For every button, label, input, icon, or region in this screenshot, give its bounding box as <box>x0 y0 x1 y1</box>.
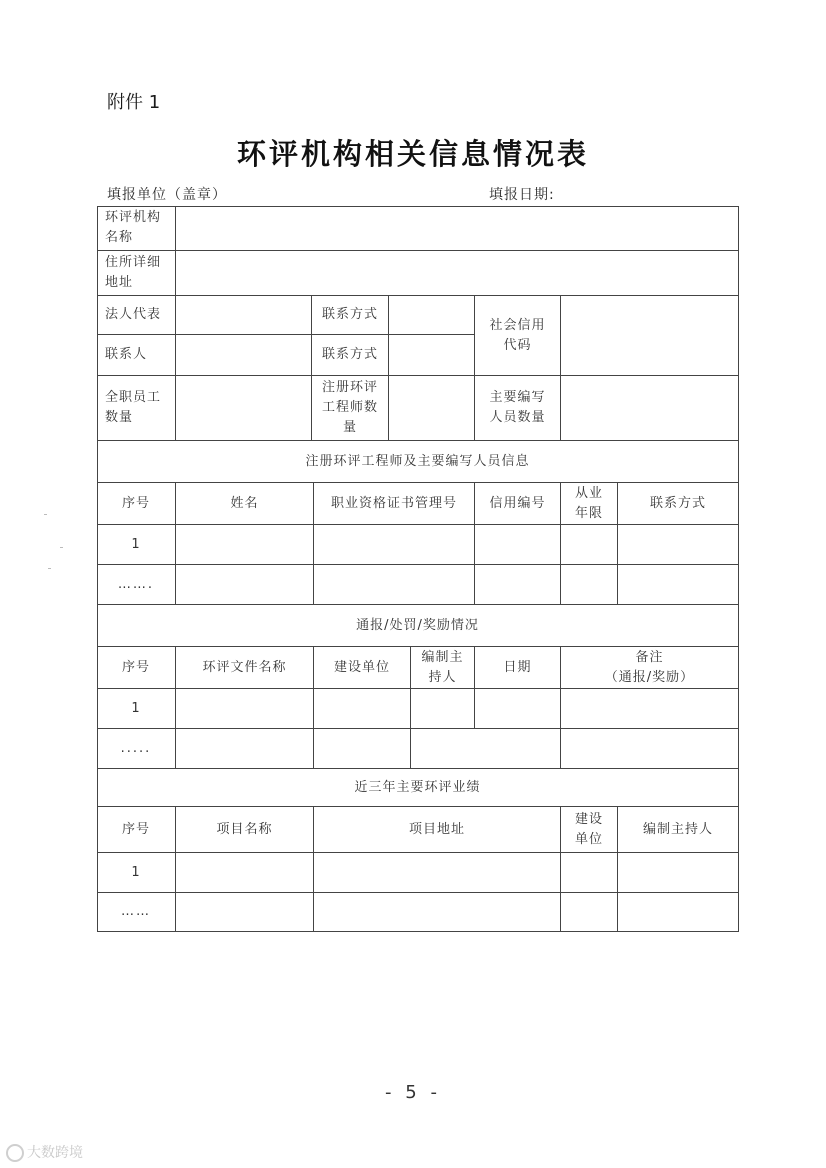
penalties-header-doc-name: 环评文件名称 <box>202 659 287 675</box>
watermark-logo-icon <box>6 1144 24 1162</box>
contact-person-label: 联系人 <box>105 347 148 362</box>
writer-count-field[interactable] <box>561 376 738 440</box>
engineers-header-index: 序号 <box>121 495 150 511</box>
legal-rep-field[interactable] <box>176 296 311 334</box>
credit-code-field[interactable] <box>561 296 738 375</box>
scan-speck <box>60 547 63 548</box>
section-engineers-title: 注册环评工程师及主要编写人员信息 <box>305 453 530 469</box>
table-row-index: …… <box>121 904 151 919</box>
contact-method-field-2[interactable] <box>389 335 474 375</box>
performance-header-host: 编制主持人 <box>642 821 713 837</box>
performance-header-project-name: 项目名称 <box>216 821 273 837</box>
scan-speck <box>48 568 51 569</box>
contact-method-label-2: 联系方式 <box>321 347 378 362</box>
performance-header-index: 序号 <box>121 821 150 837</box>
table-row-index: 1 <box>131 536 141 552</box>
penalties-header-host: 编制主 持人 <box>421 649 464 685</box>
org-name-field[interactable] <box>176 207 738 250</box>
penalties-header-builder: 建设单位 <box>333 659 390 675</box>
info-form-table <box>97 206 739 932</box>
engineers-header-cert-no: 职业资格证书管理号 <box>330 495 457 511</box>
penalties-header-remark: 备注 （通报/奖励） <box>604 649 695 685</box>
address-label: 住所详细 地址 <box>105 255 162 290</box>
engineers-header-years: 从业 年限 <box>574 485 603 521</box>
table-row-index: 1 <box>131 864 141 880</box>
engineers-header-contact: 联系方式 <box>649 495 706 511</box>
engineer-count-label: 注册环评 工程师数 量 <box>321 380 378 435</box>
penalties-header-date: 日期 <box>503 659 532 675</box>
staff-count-field[interactable] <box>176 376 311 440</box>
engineers-header-credit-no: 信用编号 <box>489 495 546 511</box>
staff-count-label: 全职员工 数量 <box>105 390 162 425</box>
performance-header-project-address: 项目地址 <box>408 821 465 837</box>
penalties-header-index: 序号 <box>121 659 150 675</box>
watermark <box>6 1142 83 1162</box>
table-row-index: 1 <box>131 700 141 716</box>
scan-speck <box>44 514 47 515</box>
fill-date-label: 填报日期: <box>489 187 555 203</box>
performance-header-builder: 建设 单位 <box>574 811 603 847</box>
org-name-label: 环评机构 名称 <box>105 210 162 245</box>
attachment-label: 附件 1 <box>107 92 161 113</box>
table-row-index: ……. <box>117 576 155 592</box>
watermark-text: 大数跨境 <box>27 1145 83 1161</box>
page-title: 环评机构相关信息情况表 <box>236 137 589 171</box>
legal-rep-label: 法人代表 <box>105 307 162 322</box>
contact-method-label-1: 联系方式 <box>321 307 378 322</box>
contact-method-field-1[interactable] <box>389 296 474 334</box>
contact-person-field[interactable] <box>176 335 311 375</box>
section-penalties-title: 通报/处罚/奖励情况 <box>356 617 479 633</box>
table-row-index: ..... <box>120 740 152 756</box>
section-performance-title: 近三年主要环评业绩 <box>354 779 481 795</box>
engineer-count-field[interactable] <box>389 376 474 440</box>
writer-count-label: 主要编写 人员数量 <box>489 390 546 425</box>
credit-code-label: 社会信用 代码 <box>489 317 546 353</box>
page-number: - 5 - <box>385 1082 441 1103</box>
address-field[interactable] <box>176 251 738 295</box>
engineers-header-name: 姓名 <box>230 495 259 511</box>
fill-unit-label: 填报单位（盖章） <box>107 187 227 203</box>
